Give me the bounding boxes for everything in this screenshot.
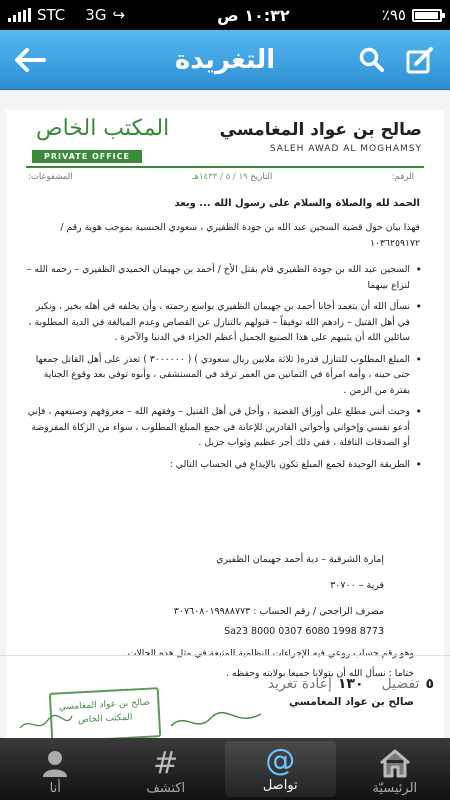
battery-icon (412, 9, 442, 22)
tab-home[interactable] (340, 738, 450, 800)
ref-label: الرقم: (391, 172, 414, 182)
letter-meta (28, 172, 414, 182)
retweets-stat[interactable] (268, 676, 364, 692)
office-stamp: صالح بن عواد المغامسي المكتب الخاص (49, 687, 161, 742)
tab-label: أنا (49, 781, 61, 796)
battery-percent: ٪٩٥ (381, 6, 406, 24)
tab-me[interactable] (0, 738, 111, 800)
letterhead-divider (26, 166, 424, 168)
content-divider (0, 655, 450, 656)
office-badge: PRIVATE OFFICE (32, 150, 142, 163)
battery-fill (415, 12, 438, 19)
iban: Sa23 8000 0307 6080 1998 8773 (224, 626, 384, 637)
date-field (192, 172, 272, 182)
signature-scribble (166, 706, 266, 736)
closing-line: ختاما : نسأل الله أن يتولانا جميعا بولايته وحفظه . (225, 668, 414, 679)
retweets-count: ١٣٠ (337, 676, 364, 692)
bullet-list (22, 262, 422, 478)
tab-bar (0, 738, 450, 800)
signature-name: صالح بن عواد المغامسي (289, 696, 414, 708)
status-right (382, 6, 442, 24)
office-title: المكتب الخاص (36, 116, 170, 141)
nav-actions (356, 44, 450, 76)
signal-icon (8, 8, 31, 22)
tab-discover[interactable] (111, 738, 222, 800)
letter-image[interactable] (6, 110, 444, 742)
search-icon (359, 47, 385, 73)
tab-label: اكتشف (146, 781, 186, 796)
greeting: الحمد لله والصلاة والسلام على رسول الله ... وبعد (174, 198, 420, 209)
letterhead-name-en: SALEH AWAD AL MOGHAMSY (269, 144, 422, 154)
tab-label: الرئيسيّة (372, 781, 418, 796)
tweet-stats (268, 676, 434, 692)
list-item: • نسأل الله أن يتغمد أخانا أحمد بن جهيمان الظفيري بواسع رحمته ، وأن يخلفه في أهله بخير ، ونكبر في أهل القتيل – زادهم الله توفيقاً – قبولهم بالتنازل عن القصاص وعدم المبالغة في الدية المطلوبة ، سائلين الله أن يثيبهم على هذا الصنيع الجميل أعظم الجزاء في الدنيا والآخرة . (22, 299, 422, 346)
home-icon (378, 745, 412, 781)
date-value: ١٩ / ٥ / ١٤٣٣هـ (192, 172, 248, 182)
page-title: التغريدة (174, 44, 276, 75)
account-number: مصرف الراجحي / رقم الحساب : ٣٠٧٦٠٨٠١٩٩٨٨٧٧٣ (173, 606, 384, 617)
activity-icon: ↪ (112, 6, 126, 24)
retweets-label: إعادة تغريد (267, 676, 332, 692)
intro-paragraph: فهذا بيان حول قضية السجين عبد الله بن جودة الظفيري ، سعودي الجنسية بموجب هوية رقم / ١٠٣٦٢٥٩١٧٢ (60, 222, 420, 249)
date-label: التاريخ (250, 172, 273, 182)
arrow-left-icon (14, 47, 46, 73)
hash-icon: # (153, 745, 179, 781)
favorites-label: تفضيل (381, 676, 420, 692)
tweet-content (0, 90, 450, 738)
search-button[interactable] (356, 44, 388, 76)
favorites-count: ٥ (425, 676, 434, 692)
attachments-label: المشفوعات: (28, 172, 73, 182)
account-name: إمارة الشرقية – دية أحمد جهيمان الظفيري (216, 554, 384, 565)
profile-icon (40, 745, 70, 781)
compose-button[interactable] (404, 44, 436, 76)
account-village: قرية – ٣٠٧٠٠ (330, 580, 384, 591)
tab-label: تواصل (262, 778, 298, 793)
list-item: • المبلغ المطلوب للتنازل قدره( ثلاثة ملايين ريال سعودي ) ( ٣٠٠٠٠٠٠ ) تعذر على أهل القاتل جمعها حتى حينه ، وأمه امرأة في الثمانين من العمر ترقد في المستشفى ، وأبوه توفي بعد وقوع الجناية بفترة من الزمن . (22, 352, 422, 399)
nav-bar (0, 30, 450, 90)
legal-note: وهو رقم حساب روعي فيه الإجراءات النظامية المتبعة في مثل هذه الحالات . (121, 648, 414, 659)
status-time: ١٠:٣٢ ص (217, 5, 290, 25)
favorites-stat[interactable] (382, 676, 435, 692)
back-button[interactable] (0, 30, 60, 90)
tab-connect[interactable] (225, 741, 336, 797)
at-icon: @ (265, 742, 296, 778)
list-item: • السجين عبد الله بن جودة الظفيري قام بقتل الأخ / أحمد بن جهيمان الحميدي الظفيري – رحمه الله – لنزاع بينهما (22, 262, 422, 293)
status-left (8, 6, 125, 24)
status-bar (0, 0, 450, 30)
letterhead-name: صالح بن عواد المغامسي (219, 120, 422, 140)
compose-icon (405, 45, 435, 75)
list-item: • وحيث أنني مطلع على أوراق القضية ، وأجل في أهل القتيل – وفقهم الله – معروفهم وصنيعهم ، فإني أدعو نفسي وإخواني وأخواتي القادرين للإعانة في جمع المبلغ المطلوب ، سواء من الزكاة المفروضة أو الصدقات النافلة ، ففي ذلك أجر عظيم وثواب جزيل . (22, 404, 422, 451)
list-item: • الطريقة الوحيدة لجمع المبلغ تكون بالإيداع في الحساب التالي : (22, 457, 422, 473)
network-label: 3G (85, 6, 107, 24)
carrier-label: STC (37, 6, 66, 24)
